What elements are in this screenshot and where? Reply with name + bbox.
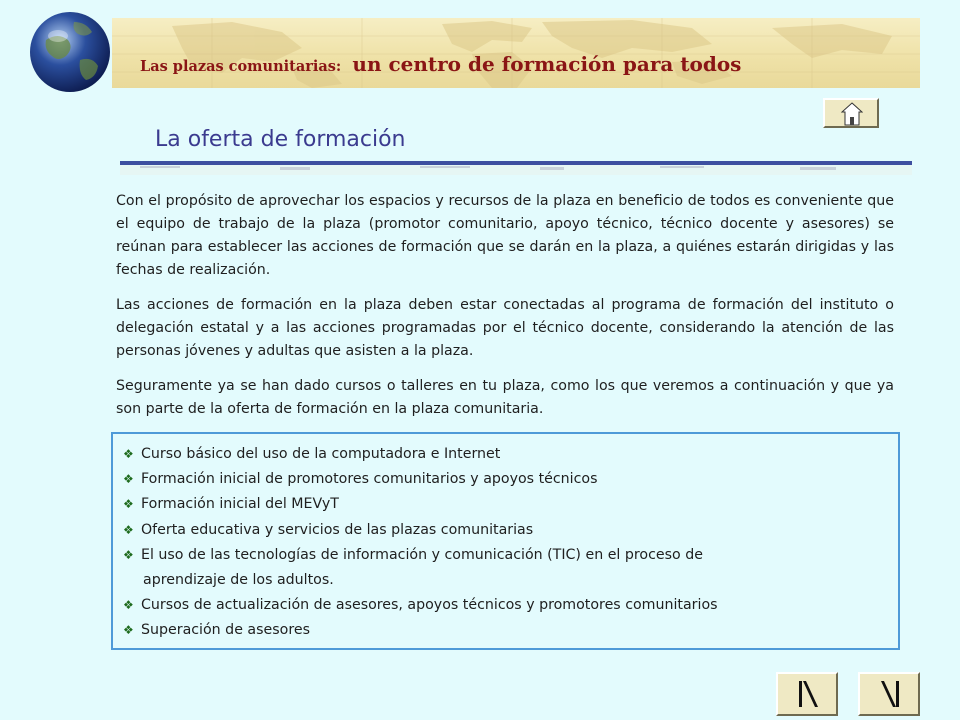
diamond-bullet-icon: ❖ (123, 472, 134, 487)
diamond-bullet-icon: ❖ (123, 598, 134, 613)
list-item-text: El uso de las tecnologías de información y comunicación (TIC) en el proceso de (141, 546, 703, 563)
list-item (123, 543, 898, 593)
paragraph-1: Con el propósito de aprovechar los espacios y recursos de la plaza en beneficio de todos es conveniente que el equipo de trabajo de la plaza (promotor comunitario, apoyo técnico, técnico docente y asesores) se reúnan para establecer las acciones de formación que se darán en la plaza, a quiénes estarán dirigidas y las fechas de realización. (116, 193, 894, 278)
diamond-bullet-icon: ❖ (123, 623, 134, 638)
header-title-part1: Las plazas comunitarias: (140, 58, 342, 75)
diamond-bullet-icon: ❖ (123, 497, 134, 512)
diamond-bullet-icon: ❖ (123, 522, 134, 537)
list-item-text: Formación inicial del MEVyT (141, 496, 339, 513)
list-item (123, 618, 898, 643)
list-item (123, 467, 898, 492)
course-list (113, 434, 898, 644)
list-item-text: Curso básico del uso de la computadora e Internet (141, 446, 501, 462)
previous-page-icon (778, 674, 836, 714)
list-item (123, 518, 898, 543)
diamond-bullet-icon: ❖ (123, 547, 134, 562)
list-item (123, 492, 898, 517)
globe-icon (28, 10, 120, 102)
list-item-text: Formación inicial de promotores comunitarios y apoyos técnicos (141, 471, 598, 488)
home-icon (841, 102, 863, 126)
paragraph-3: Seguramente ya se han dado cursos o talleres en tu plaza, como los que veremos a continuación y que ya son parte de la oferta de formación en la plaza comunitaria. (116, 378, 894, 417)
next-page-button[interactable] (858, 672, 920, 716)
list-item-continuation: aprendizaje de los adultos. (143, 572, 334, 589)
list-item-text: Oferta educativa y servicios de las plazas comunitarias (141, 521, 534, 538)
section-title: La oferta de formación (155, 127, 406, 152)
list-item (123, 442, 898, 467)
list-item-text: Cursos de actualización de asesores, apoyos técnicos y promotores comunitarios (141, 597, 718, 614)
body-text (116, 190, 894, 433)
paragraph-2: Las acciones de formación en la plaza deben estar conectadas al programa de formación del instituto o delegación estatal y a las acciones programadas por el técnico docente, considerando la atención de las personas jóvenes y adultas que asisten a la plaza. (116, 297, 894, 359)
previous-page-button[interactable] (776, 672, 838, 716)
home-button[interactable] (823, 98, 879, 128)
diamond-bullet-icon: ❖ (123, 447, 134, 461)
section-divider (120, 158, 912, 178)
page-header-title (140, 44, 741, 76)
header-title-part2: un centro de formación para todos (352, 52, 742, 76)
header-banner (112, 18, 920, 88)
list-item (123, 593, 898, 618)
course-list-box (111, 432, 900, 650)
next-page-icon (860, 674, 918, 714)
list-item-text: Superación de asesores (141, 622, 310, 639)
